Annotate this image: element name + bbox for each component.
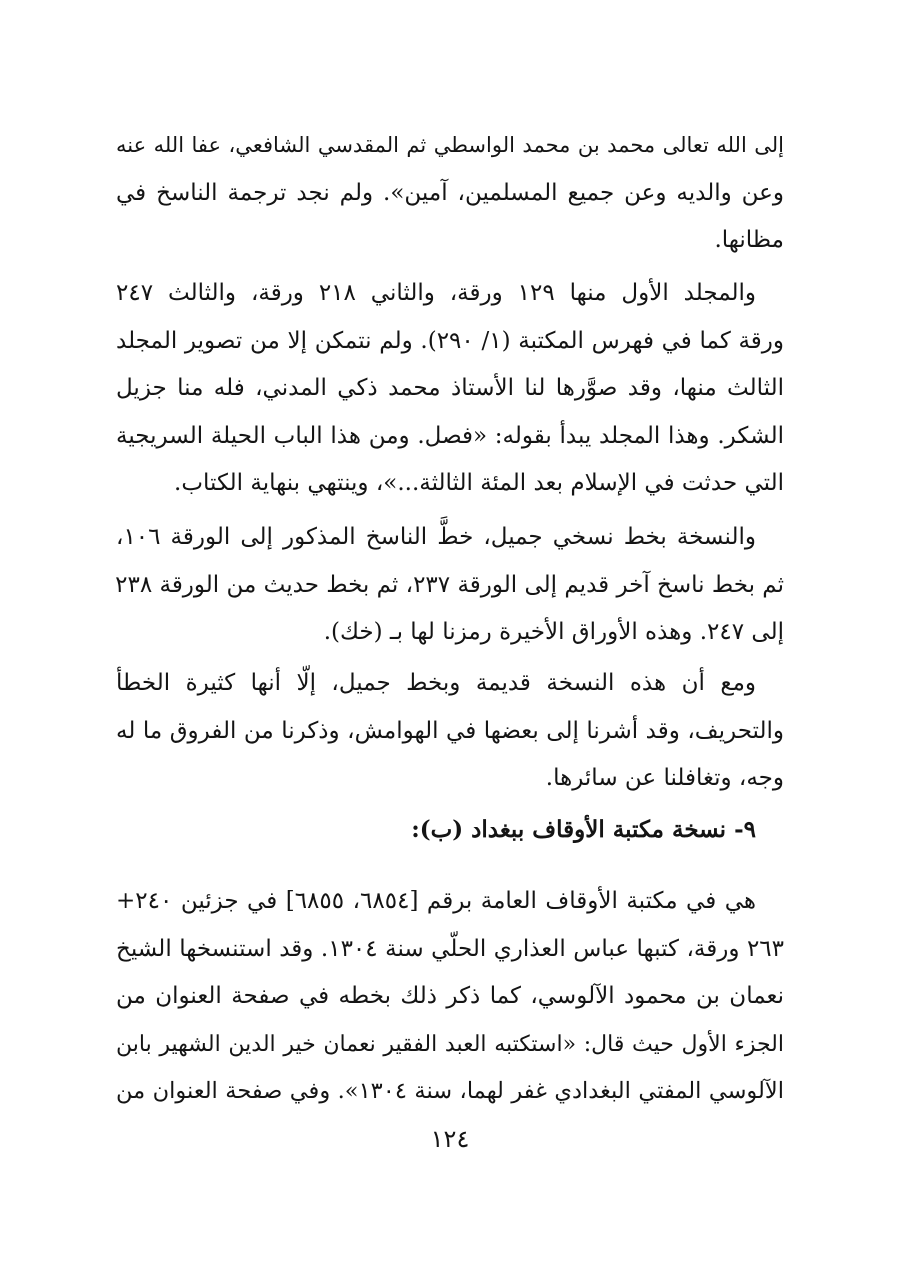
paragraph-3-line-1: والنسخة بخط نسخي جميل، خطَّ الناسخ المذكور إلى الورقة ١٠٦، [116,524,756,550]
paragraph-5-line-2: ٢٦٣ ورقة، كتبها عباس العذاري الحلّي سنة ١٣٠٤. وقد استنسخها الشيخ [116,935,785,962]
paragraph-1-line-3: مظانها. [714,227,784,253]
paragraph-3-line-2: ثم بخط ناسخ آخر قديم إلى الورقة ٢٣٧، ثم بخط حديث من الورقة ٢٣٨ [115,571,784,598]
paragraph-2-line-5: التي حدثت في الإسلام بعد المئة الثالثة...»، وينتهي بنهاية الكتاب. [174,470,784,496]
paragraph-4-line-2: والتحريف، وقد أشرنا إلى بعضها في الهوامش، وذكرنا من الفروق ما له [116,717,784,744]
paragraph-4-line-1: ومع أن هذه النسخة قديمة وبخط جميل، إلّا أنها كثيرة الخطأ [116,670,756,696]
paragraph-5-line-4: الجزء الأول حيث قال: «استكتبه العبد الفقير نعمان خير الدين الشهير بابن [116,1031,784,1057]
paragraph-2 [116,270,784,508]
paragraph-5 [116,878,784,1116]
section-heading: ٩- نسخة مكتبة الأوقاف ببغداد (ب): [411,816,756,843]
paragraph-3 [116,514,784,657]
paragraph-1-line-1: إلى الله تعالى محمد بن محمد الواسطي ثم المقدسي الشافعي، عفا الله عنه [116,133,784,157]
paragraph-1-line-2: وعن والديه وعن جميع المسلمين، آمين». ولم نجد ترجمة الناسخ في [116,179,784,206]
paragraph-1 [116,122,784,265]
paragraph-2-line-3: الثالث منها، وقد صوَّرها لنا الأستاذ محمد ذكي المدني، فله منا جزيل [116,375,784,401]
paragraph-4-line-3: وجه، وتغافلنا عن سائرها. [545,765,784,791]
paragraph-2-line-4: الشكر. وهذا المجلد يبدأ بقوله: «فصل. ومن هذا الباب الحيلة السريجية [116,422,784,449]
paragraph-5-line-1: هي في مكتبة الأوقاف العامة برقم [٦٨٥٤، ٦٨٥٥] في جزئين ٢٤٠+ [116,888,756,914]
paragraph-2-line-1: والمجلد الأول منها ١٢٩ ورقة، والثاني ٢١٨ ورقة، والثالث ٢٤٧ [116,280,756,306]
paragraph-3-line-3: إلى ٢٤٧. وهذه الأوراق الأخيرة رمزنا لها بـ (خك). [323,619,784,645]
paragraph-5-line-3: نعمان بن محمود الآلوسي، كما ذكر ذلك بخطه في صفحة العنوان من [116,983,784,1009]
paragraph-4 [116,660,784,803]
paragraph-5-line-5: الآلوسي المفتي البغدادي غفر لهما، سنة ١٣٠٤». وفي صفحة العنوان من [116,1078,784,1104]
page-number: ١٢٤ [430,1125,470,1153]
section-heading-block [116,806,784,854]
paragraph-2-line-2: ورقة كما في فهرس المكتبة (١/ ٢٩٠). ولم نتمكن إلا من تصوير المجلد [116,327,785,354]
